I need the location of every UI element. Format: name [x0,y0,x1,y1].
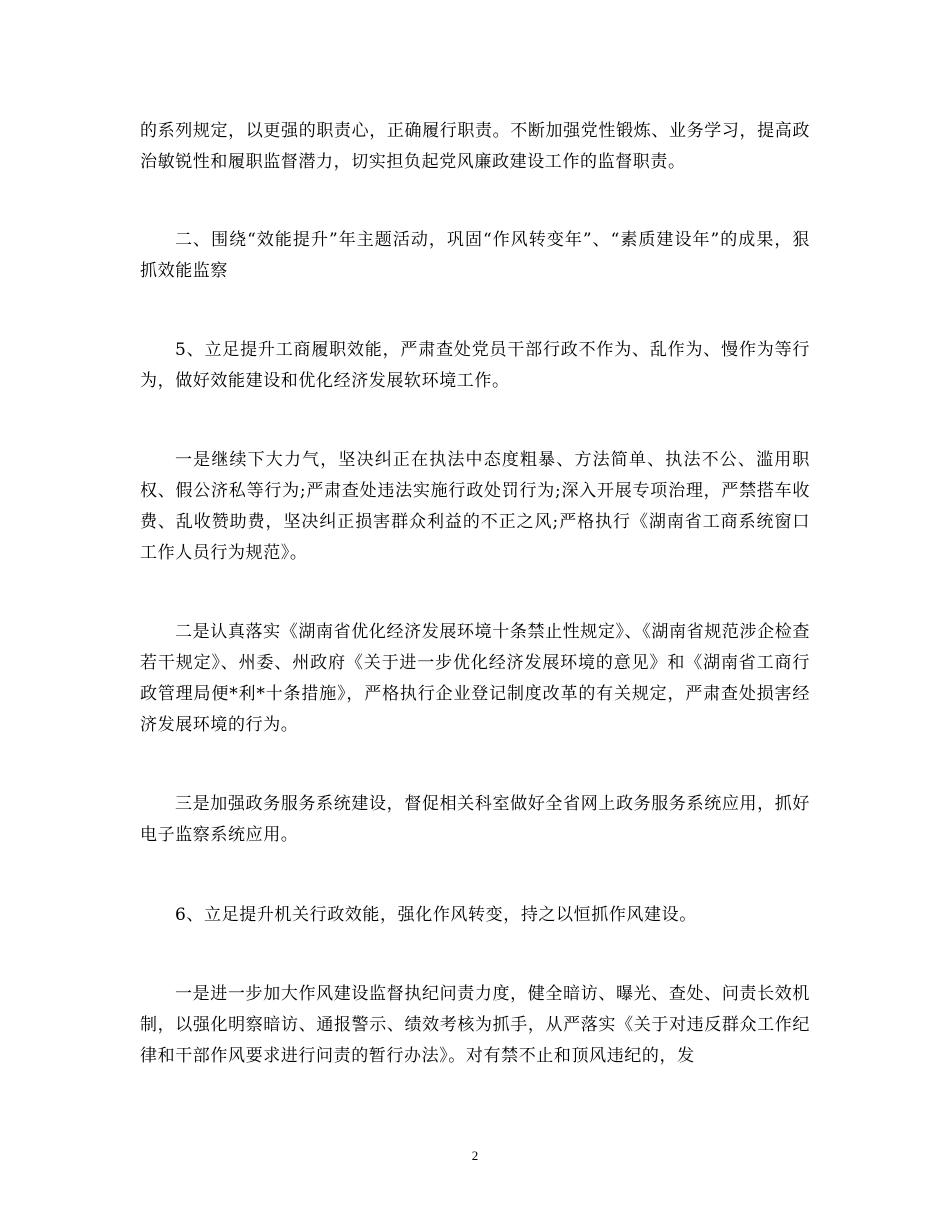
paragraph-item-5: 5、立足提升工商履职效能，严肃查处党员干部行政不作为、乱作为、慢作为等行为，做好效能建设和优化经济发展软环境工作。 [140,340,810,391]
paragraph-5-point-2: 二是认真落实《湖南省优化经济发展环境十条禁止性规定》、《湖南省规范涉企检查若干规定》、州委、州政府《关于进一步优化经济发展环境的意见》和《湖南省工商行政管理局便*利*十条措施》，严格执行企业登记制度改革的有关规定，严肃查处损害经济发展环境的行为。 [140,622,810,735]
paragraph-5-point-1: 一是继续下大力气，坚决纠正在执法中态度粗暴、方法简单、执法不公、滥用职权、假公济私等行为;严肃查处违法实施行政处罚行为;深入开展专项治理，严禁搭车收费、乱收赞助费，坚决纠正损害群众利益的不正之风;严格执行《湖南省工商系统窗口工作人员行为规范》。 [140,450,810,563]
page-number: 2 [471,1148,479,1163]
paragraph-6-point-1: 一是进一步加大作风建设监督执纪问责力度，健全暗访、曝光、查处、问责长效机制，以强化明察暗访、通报警示、绩效考核为抓手，从严落实《关于对违反群众工作纪律和干部作风要求进行问责的暂行办法》。对有禁不止和顶风违纪的，发 [140,984,810,1066]
paragraph-5-point-3: 三是加强政务服务系统建设，督促相关科室做好全省网上政务服务系统应用，抓好电子监察系统应用。 [140,794,810,845]
paragraph-1: 的系列规定，以更强的职责心，正确履行职责。不断加强党性锻炼、业务学习，提高政治敏锐性和履职监督潜力，切实担负起党风廉政建设工作的监督职责。 [140,121,810,172]
section-heading-2: 二、围绕“效能提升”年主题活动，巩固“作风转变年”、“素质建设年”的成果，狠抓效能监察 [140,230,810,281]
paragraph-item-6: 6、立足提升机关行政效能，强化作风转变，持之以恒抓作风建设。 [175,905,697,925]
